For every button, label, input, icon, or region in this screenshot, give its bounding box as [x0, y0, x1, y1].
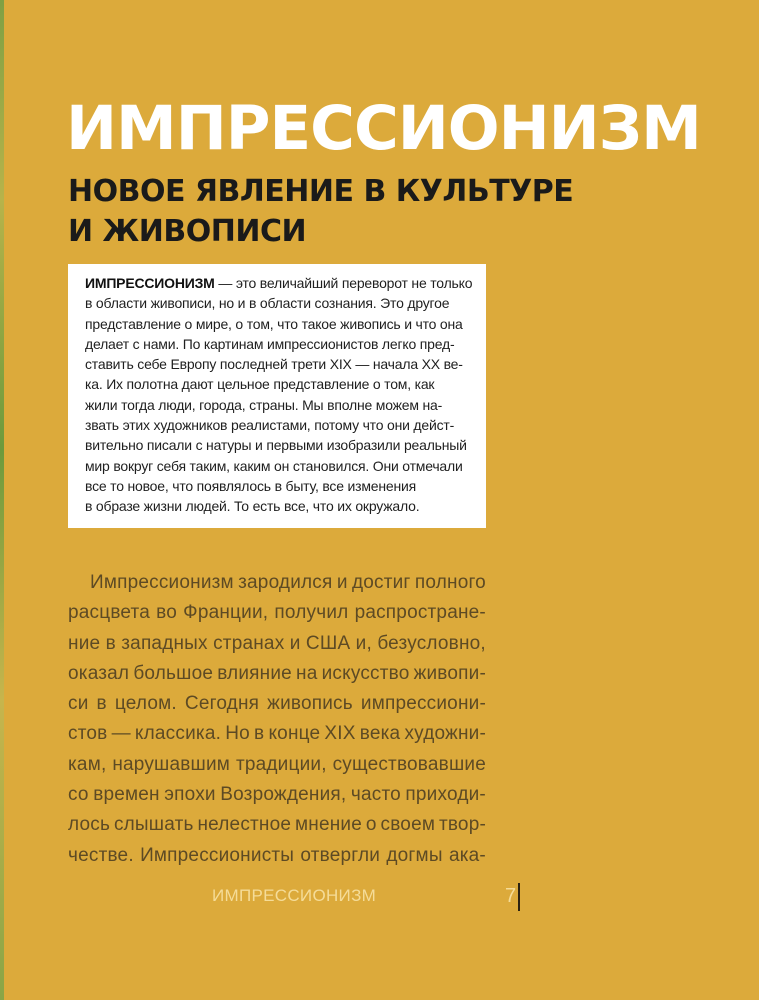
body-word: западных — [121, 632, 208, 654]
body-word: большое — [133, 662, 214, 684]
page-title: ИМПРЕССИОНИЗМ — [66, 93, 701, 164]
body-word: XIX — [324, 723, 356, 745]
body-word: честве. — [68, 844, 134, 866]
body-word: отвергли — [300, 844, 381, 866]
body-word: часто — [350, 784, 401, 806]
lead-line: вительно писали с натуры и первыми изобразили реальный — [85, 437, 467, 454]
body-word: целом. — [114, 693, 177, 715]
lead-line: жили тогда люди, города, страны. Мы вполне можем на- — [85, 396, 443, 413]
body-word: достиг — [351, 572, 411, 593]
body-word: о — [365, 814, 377, 836]
lead-line: в образе жизни людей. То есть все, что их окружало. — [85, 498, 420, 515]
body-line — [68, 568, 486, 598]
body-word: си — [68, 693, 89, 715]
body-line — [68, 780, 486, 810]
body-word: времен — [93, 784, 160, 806]
body-word: живопись — [267, 693, 353, 715]
running-footer-title: ИМПРЕССИОНИЗМ — [212, 886, 377, 905]
body-word: полного — [414, 572, 486, 593]
body-word: слышать — [113, 814, 194, 836]
lead-line: делает с нами. По картинам импрессионистов легко пред- — [85, 335, 455, 352]
body-line — [68, 598, 486, 628]
body-word: приходи- — [405, 784, 486, 806]
body-word: США — [305, 632, 351, 654]
body-word: в — [105, 632, 116, 654]
body-word: Франции, — [183, 602, 269, 624]
body-word: в — [96, 693, 107, 715]
lead-keyword: ИМПРЕССИОНИЗМ — [85, 275, 215, 291]
body-word: распростране- — [354, 602, 486, 624]
body-line — [68, 689, 486, 719]
page-subtitle — [68, 172, 573, 252]
body-word: классика. — [134, 723, 222, 745]
lead-line: ка. Их полотна дают цельное представление о том, как — [85, 376, 435, 393]
body-word: со — [68, 784, 89, 806]
body-word: в — [254, 723, 265, 745]
body-word: лось — [68, 814, 111, 836]
lead-first-line-text: — это величайший переворот не только — [214, 275, 473, 291]
body-word: традиции, — [235, 753, 327, 775]
body-word: искусство — [321, 662, 410, 684]
body-word: века — [359, 723, 401, 745]
body-word: Возрождения, — [220, 784, 347, 806]
body-word: во — [156, 602, 178, 624]
body-word: твор- — [438, 814, 486, 836]
page-edge-strip — [0, 0, 4, 1000]
body-word: Сегодня — [184, 693, 260, 715]
body-word: на — [296, 662, 318, 684]
body-word: импрессиони- — [360, 693, 486, 715]
body-word: Импрессионизм — [90, 572, 234, 593]
lead-line: ставить себе Европу последней трети XIX — начала XX ве- — [85, 356, 463, 373]
body-word: догмы — [386, 844, 443, 866]
body-word: и — [336, 572, 348, 593]
body-word: кам, — [68, 753, 107, 775]
body-word: ака- — [448, 844, 486, 866]
body-word: нелестное — [197, 814, 292, 836]
body-line — [68, 659, 486, 689]
body-word: нарушавшим — [112, 753, 231, 775]
body-word: странах — [213, 632, 285, 654]
body-word: влияние — [217, 662, 292, 684]
body-word: конце — [268, 723, 321, 745]
body-text — [68, 568, 486, 871]
body-word: — — [111, 723, 131, 745]
lead-line: все то новое, что появлялось в быту, все изменения — [85, 477, 416, 494]
body-line — [68, 719, 486, 749]
body-word: мнение — [295, 814, 363, 836]
lead-line: представление о мире, о том, что такое живопись и что она — [85, 315, 463, 332]
body-word: зародился — [238, 572, 333, 593]
page-number-rule — [518, 883, 520, 911]
body-word: и — [289, 632, 301, 654]
body-word: безусловно, — [377, 632, 486, 654]
body-line — [68, 841, 486, 871]
body-word: своем — [380, 814, 436, 836]
body-word: Импрессионисты — [140, 844, 295, 866]
body-word: и, — [355, 632, 372, 654]
body-word: эпохи — [164, 784, 216, 806]
body-word: оказал — [68, 662, 130, 684]
body-word: ние — [68, 632, 101, 654]
body-word: художни- — [404, 723, 486, 745]
body-word: стов — [68, 723, 108, 745]
lead-line — [85, 273, 472, 293]
subtitle-line: НОВОЕ ЯВЛЕНИЕ В КУЛЬТУРЕ — [68, 174, 574, 209]
body-word: живопи- — [413, 662, 486, 684]
page-number: 7 — [505, 885, 517, 907]
body-word: Но — [225, 723, 250, 745]
lead-line: в области живописи, но и в области сознания. Это другое — [85, 295, 450, 312]
body-word: расцвета — [68, 602, 150, 624]
lead-line: звать этих художников реалистами, потому что они дейст- — [85, 417, 455, 434]
body-line — [68, 750, 486, 780]
lead-line: мир вокруг себя таким, каким он становился. Они отмечали — [85, 457, 463, 474]
lead-text-box — [68, 264, 486, 528]
body-word: существовавшие — [332, 753, 486, 775]
body-line — [68, 629, 486, 659]
subtitle-line: И ЖИВОПИСИ — [68, 214, 307, 249]
body-line — [68, 810, 486, 840]
body-word: получил — [274, 602, 349, 624]
